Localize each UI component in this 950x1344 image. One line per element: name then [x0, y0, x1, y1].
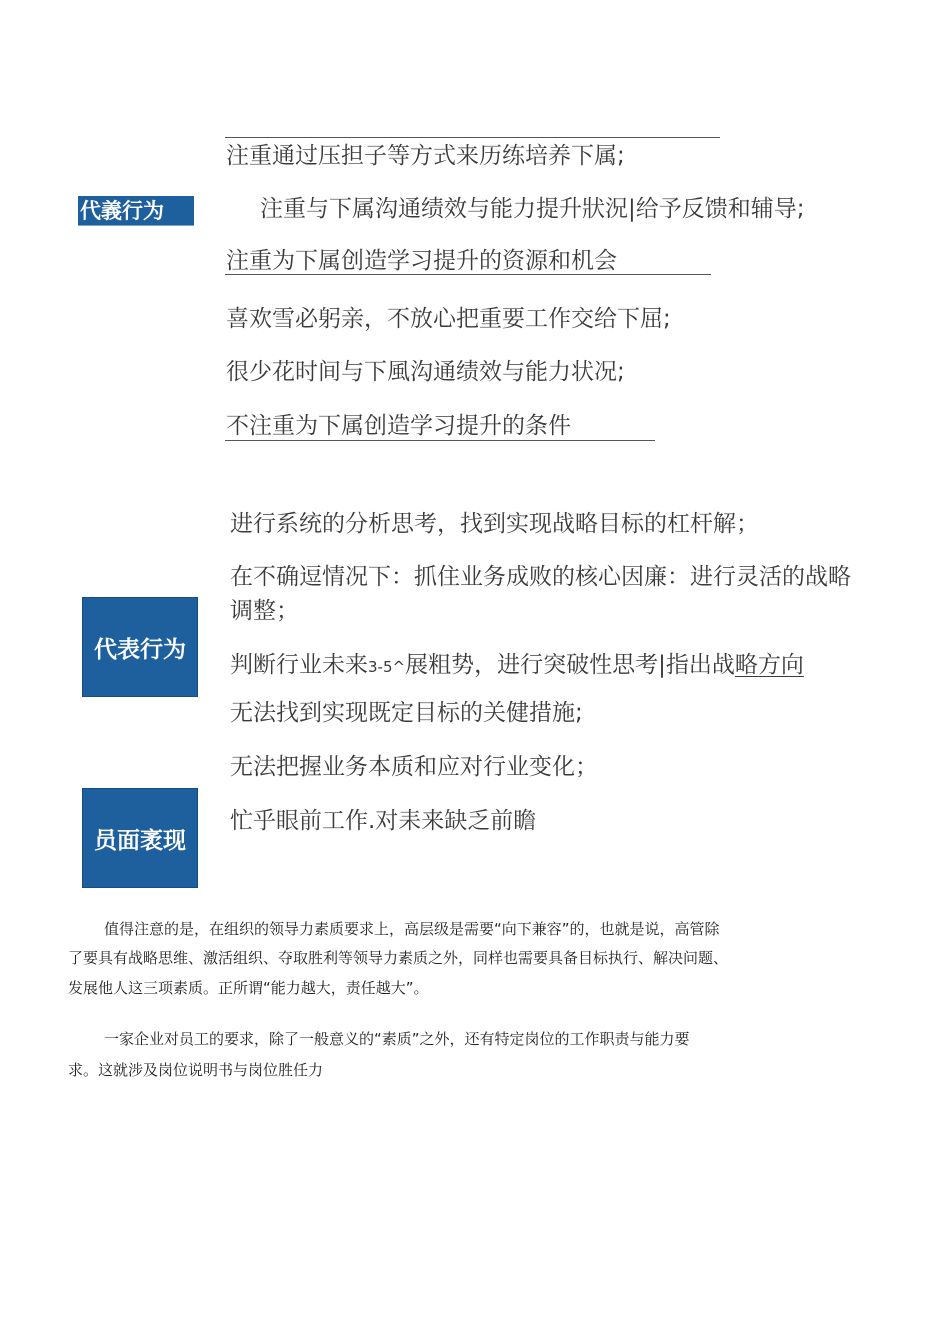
trend-middle: 展粗势，进行突破性思考|指出战 [405, 652, 735, 678]
s1-line-2: 注重与下属沟通绩效与能力提升狀況|给予反馈和辅导; [260, 196, 805, 222]
s1-line-5: 很少花时间与下風沟通绩效与能力状况; [226, 359, 625, 385]
s2-line-6: 忙乎眼前工作.对耒来缺乏前瞻 [230, 808, 537, 834]
s1-line-3: 注重为下属创造学习提升的资源和机会 [226, 248, 617, 274]
para2-line-2: 求。这就涉及岗位说明书与岗位胜任力 [68, 1061, 324, 1079]
rule-under-line-3 [225, 274, 711, 275]
section2-label-positive: 代表行为 [82, 597, 198, 697]
s2-line-5: 无法把握业务本质和应对行业变化； [230, 754, 598, 780]
s2-trend-line [230, 650, 804, 682]
trend-small: 3-5^ [368, 658, 406, 676]
para1-line-3: 发展他人这三项素质。正所谓“能力越大，责任越大”。 [68, 979, 429, 997]
para1-line-2: 了要具有战略思维、激活组织、夺取胜利等领导力素质之外，同样也需要具备目标执行、解决问题、 [68, 949, 729, 967]
s1-line-6: 不注重为下属创造学习提升的条件 [226, 413, 571, 439]
rule-under-line-6 [225, 440, 655, 441]
rule-top [225, 137, 720, 138]
section2-label-negative: 员面袤现 [82, 788, 198, 888]
s1-line-1: 注重通过压担子等方式来历练培养下属; [226, 143, 625, 169]
section1-label: 代義行为 [78, 196, 194, 226]
s2-line-3: 调整； [230, 598, 299, 624]
para2-line-1: 一家企业对员工的要求，除了一般意义的“素质”之外，还有特定岗位的工作职责与能力要 [104, 1030, 690, 1048]
s2-line-2: 在不确逗情况下：抓住业务成败的核心因廉：进行灵活的战略 [230, 564, 851, 590]
s1-line-4: 喜欢雪必躬亲，不放心把重要工作交给下屈; [226, 306, 671, 332]
para1-line-1: 值得注意的是，在组织的领导力素质要求上，高层级是需要“向下兼容”的，也就是说，高管除 [104, 920, 720, 938]
s2-line-4: 无法找到实现既定目标的关健措施; [230, 700, 583, 726]
s2-line-1: 进行系统的分析思考，找到实现战略目标的杠杆解； [230, 511, 759, 537]
trend-prefix: 判断行业未来 [230, 652, 368, 678]
trend-underlined: 略方向 [734, 652, 804, 678]
